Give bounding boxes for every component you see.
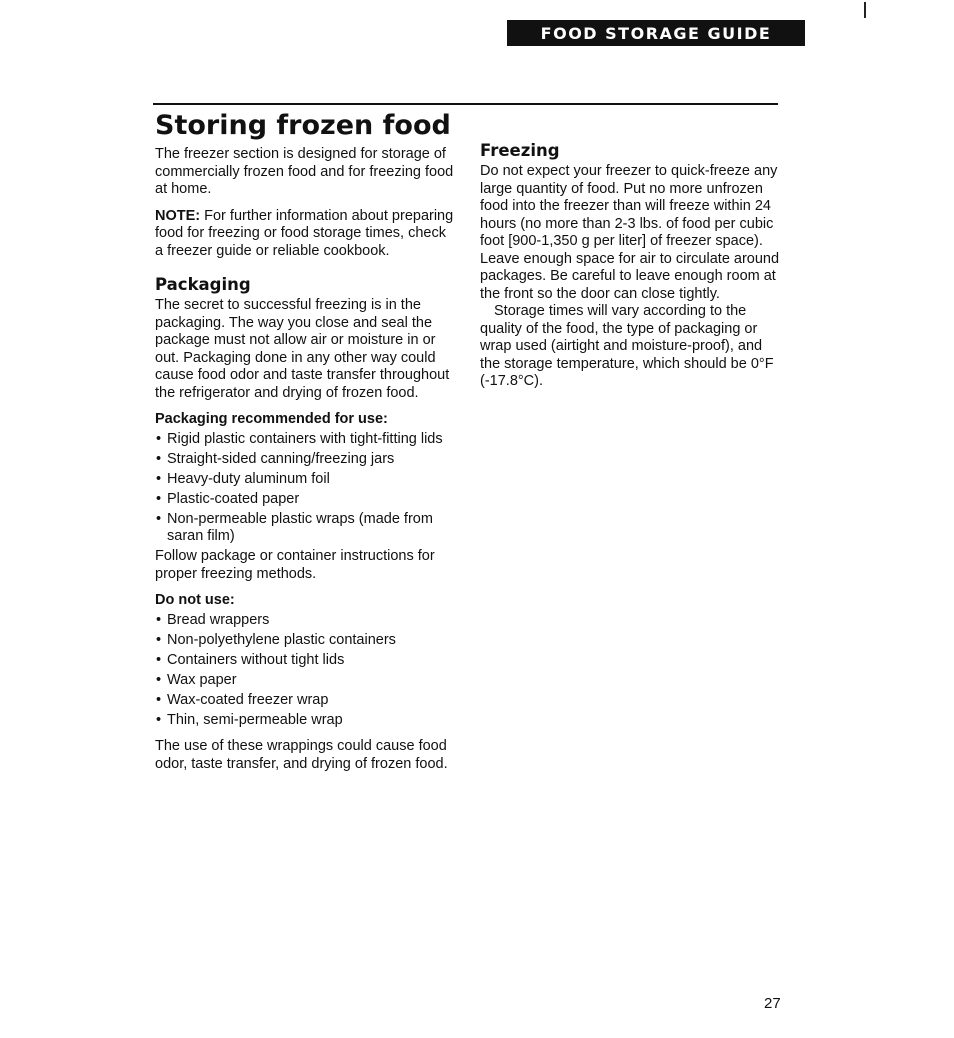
list-item: • Rigid plastic containers with tight-fitting lids (155, 431, 455, 449)
freezing-heading: Freezing (480, 141, 560, 160)
donot-heading: Do not use: (155, 592, 235, 608)
intro-paragraph: The freezer section is designed for storage of commercially frozen food and for freezing food at home. (155, 146, 454, 197)
list-item: • Thin, semi-permeable wrap (155, 712, 455, 730)
page-number: 27 (764, 995, 781, 1012)
left-column (155, 146, 455, 773)
list-item: • Heavy-duty aluminum foil (155, 471, 455, 489)
packaging-paragraph: The secret to successful freezing is in the packaging. The way you close and seal the package must not allow air or moisture in or out. Packaging done in any other way could cause food odor and taste transfer throughout the refrigerator and drying of frozen food. (155, 297, 450, 401)
list-item: • Plastic-coated paper (155, 491, 455, 509)
note-text: For further information about preparing food for freezing or food storage times, check a freezer guide or reliable cookbook. (155, 207, 454, 259)
packaging-heading: Packaging (155, 275, 251, 294)
recommended-heading: Packaging recommended for use: (155, 411, 388, 427)
storage-paragraph: Storage times will vary according to the quality of the food, the type of packaging or wrap used (airtight and moisture-proof), and the storage temperature, which should be 0°F (-17.8°C). (480, 303, 774, 389)
list-item: • Straight-sided canning/freezing jars (155, 451, 455, 469)
list-item: • Bread wrappers (155, 612, 455, 630)
note-label: NOTE: (155, 207, 201, 224)
list-item: • Non-polyethylene plastic containers (155, 632, 455, 650)
page-title: Storing frozen food (155, 110, 451, 141)
list-item: • Non-permeable plastic wraps (made from saran film) (155, 511, 455, 546)
recommended-list (155, 431, 455, 546)
freezing-paragraph: Do not expect your freezer to quick-freeze any large quantity of food. Put no more unfrozen food into the freezer than will freeze within 24 hours (no more than 2-3 lbs. of food per cubic foot [900-1,350 g per liter] of freezer space). Leave enough space for air to circulate around packages. Be careful to leave enough room at the front so the door can close tightly. (480, 163, 780, 302)
follow-paragraph: Follow package or container instructions for proper freezing methods. (155, 548, 435, 582)
section-banner-label: FOOD STORAGE GUIDE (540, 23, 772, 43)
title-rule (153, 103, 778, 105)
section-banner (507, 20, 805, 46)
list-item: • Wax paper (155, 672, 455, 690)
corner-mark (864, 2, 866, 18)
note-paragraph (155, 208, 455, 261)
list-item: • Containers without tight lids (155, 652, 455, 670)
donot-list (155, 612, 455, 730)
list-item: • Wax-coated freezer wrap (155, 692, 455, 710)
right-column (480, 141, 780, 391)
closing-paragraph: The use of these wrappings could cause food odor, taste transfer, and drying of frozen food. (155, 738, 448, 772)
